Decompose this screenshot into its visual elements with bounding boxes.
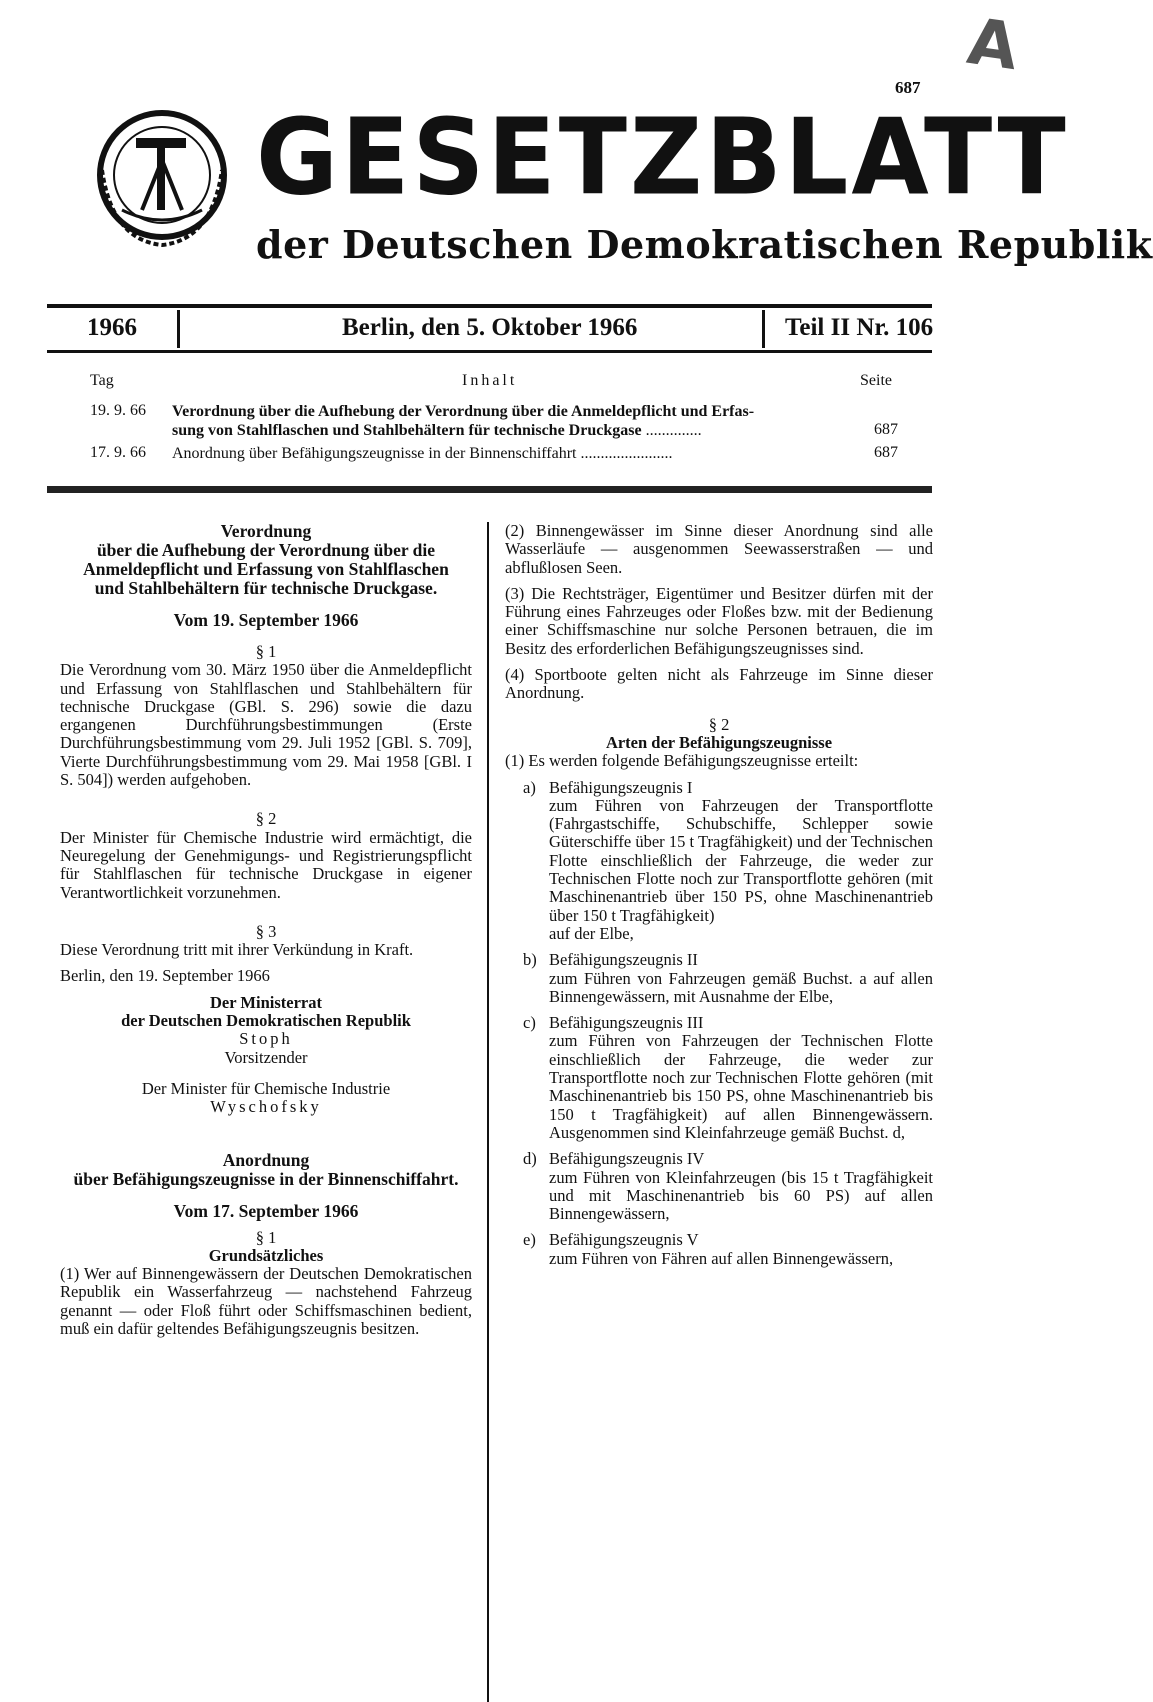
column-divider	[487, 522, 489, 1702]
section-subheading: Arten der Befähigungszeugnisse	[605, 732, 833, 752]
toc-date: 17. 9. 66	[90, 444, 146, 461]
signatory-name: Stoph	[239, 1029, 293, 1049]
issue-year: 1966	[87, 314, 137, 341]
list-item	[505, 1014, 933, 1142]
list-item	[505, 779, 933, 944]
paragraph: Die Verordnung vom 30. März 1950 über die Anmeldepflicht und Erfassung von Stahlflaschen und Stahlbehältern für technische Druckgase (GBl. S. 296) sowie die dazu ergangenen Durchführungsbestimmungen (Erste Durchführungsbestimmung vom 29. Juli 1952 [GBl. S. 709], Vierte Durchführungsbestimmung vom 29. Mai 1958 [GBl. I S. 504]) werden aufgehoben.	[60, 660, 472, 790]
section-heading: § 2	[255, 809, 277, 829]
toc-entry-title: Anordnung über Befähigungszeugnisse in der Binnenschiffahrt .......................	[172, 445, 673, 462]
item-letter: d)	[523, 1149, 537, 1169]
section-subheading: Grundsätzliches	[208, 1245, 324, 1265]
paragraph: (1) Wer auf Binnengewässern der Deutschen Demokratischen Republik ein Wasserfahrzeug — nachstehend Fahrzeug genannt — oder Floß führt oder Schiffsmaschinen bedient, muß ein dafür geltendes Befähigungszeugnis besitzen.	[60, 1264, 472, 1339]
ordinance-date: Vom 17. September 1966	[173, 1200, 359, 1221]
section-rule	[47, 486, 932, 493]
corner-letter-mark: A	[963, 4, 1023, 86]
item-text: zum Führen von Fahrzeugen der Transportflotte (Fahrgastschiffe, Schubschiffe, Schlepper sowie Güterschiffe über 15 t Tragfähigkeit) und der Technischen Flotte einschließlich der Fahrzeuge, die weder zur Technischen Flotte noch zur Transportflotte gehören (mit Maschinenantrieb über 150 PS, ohne Maschinenantrieb über 150 t Tragfähigkeit)	[549, 795, 933, 925]
paragraph: Der Minister für Chemische Industrie wird ermächtigt, die Neuregelung der Genehmigungs- und Registrierungspflicht für Stahlflaschen für technische Druckgase in eigener Verantwortlichkeit vorzunehmen.	[60, 827, 472, 902]
item-title: Befähigungszeugnis IV	[549, 1149, 705, 1169]
bottom-rule	[47, 350, 932, 353]
item-text: zum Führen von Fähren auf allen Binnengewässern,	[549, 1248, 894, 1268]
item-title: Befähigungszeugnis I	[549, 777, 693, 797]
toc-page: 687	[874, 421, 898, 438]
signatory-name: Wyschofsky	[210, 1097, 322, 1117]
toc-entry-line: sung von Stahlflaschen und Stahlbehältern für technische Druckgase ..............	[172, 422, 702, 439]
item-letter: b)	[523, 950, 537, 970]
toc-entry-line: Verordnung über die Aufhebung der Verordnung über die Anmeldepflicht und Erfas-	[172, 403, 755, 420]
item-title: Befähigungszeugnis II	[549, 950, 698, 970]
signatory-role: Vorsitzender	[224, 1047, 308, 1067]
toc-entry-title	[172, 402, 832, 440]
issue-bar	[47, 310, 932, 350]
toc-page-header: Seite	[860, 372, 892, 389]
toc-title-header: Inhalt	[462, 372, 518, 389]
section-heading: § 2	[708, 714, 730, 734]
place-date: Berlin, den 19. September 1966	[60, 966, 270, 986]
issue-divider	[177, 310, 180, 348]
right-column	[505, 522, 933, 1268]
top-rule	[47, 304, 932, 308]
masthead-title: GESETZBLATT	[256, 96, 1069, 219]
paragraph: (2) Binnengewässer im Sinne dieser Anordnung sind alle Wasserläufe — ausgenommen Seewasserstraßen — und abflußlosen Seen.	[505, 521, 933, 577]
toc-day-header: Tag	[90, 372, 114, 389]
signatory-role: Der Minister für Chemische Industrie	[141, 1078, 391, 1098]
item-letter: e)	[523, 1230, 536, 1250]
list-item	[505, 1150, 933, 1223]
issue-part: Teil II Nr. 106	[785, 314, 934, 341]
issue-divider	[762, 310, 765, 348]
item-tail: auf der Elbe,	[549, 923, 634, 943]
item-text: zum Führen von Fahrzeugen der Technischen Flotte einschließlich der Fahrzeuge, die weder zur Transportflotte noch zur Technischen Flotte gehören (mit Maschinenantrieb bis 150 PS, ohne Maschinenantrieb bis 150 t Tragfähigkeit) auf allen Binnengewässern. Ausgenommen sind Kleinfahrzeuge gemäß Buchst. d,	[549, 1031, 933, 1142]
regulation-date: Vom 19. September 1966	[173, 610, 359, 630]
item-text: zum Führen von Kleinfahrzeugen (bis 15 t Tragfähigkeit und mit Maschinenantrieb bis 60 PS) auf allen Binnengewässern,	[549, 1167, 933, 1224]
list-item	[505, 1231, 933, 1268]
issue-place-date: Berlin, den 5. Oktober 1966	[342, 314, 638, 341]
regulation-title: Verordnung über die Aufhebung der Verordnung über die Anmeldepflicht und Erfassung von Stahlflaschen und Stahlbehältern für technische Druckgase.	[83, 521, 449, 598]
item-title: Befähigungszeugnis V	[549, 1230, 699, 1250]
toc-page: 687	[874, 444, 898, 461]
paragraph: (4) Sportboote gelten nicht als Fahrzeuge im Sinne dieser Anordnung.	[505, 665, 933, 703]
section-heading: § 1	[255, 1227, 277, 1247]
masthead-subtitle: der Deutschen Demokratischen Republik	[256, 222, 1153, 267]
paragraph: (3) Die Rechtsträger, Eigentümer und Besitzer dürfen mit der Führung eines Fahrzeuges oder Floßes bzw. mit der Bedienung einer Schiffsmaschine nur solche Personen betrauen, die im Besitz des erforderlichen Befähigungszeugnisses sind.	[505, 583, 933, 658]
page-number: 687	[895, 78, 921, 97]
section-heading: § 1	[255, 642, 277, 661]
list-item	[505, 951, 933, 1006]
item-letter: a)	[523, 777, 536, 797]
left-column	[60, 522, 472, 1338]
paragraph: Diese Verordnung tritt mit ihrer Verkündung in Kraft.	[60, 940, 414, 960]
ordinance-title: Anordnung über Befähigungszeugnisse in der Binnenschiffahrt.	[73, 1149, 459, 1189]
paragraph: (1) Es werden folgende Befähigungszeugnisse erteilt:	[505, 751, 859, 771]
item-letter: c)	[523, 1013, 536, 1033]
item-title: Befähigungszeugnis III	[549, 1013, 704, 1033]
toc-date: 19. 9. 66	[90, 402, 146, 419]
item-text: zum Führen von Fahrzeugen gemäß Buchst. a auf allen Binnengewässern, mit Ausnahme der Elbe,	[549, 968, 933, 1006]
signatory-body: Der Ministerrat der Deutschen Demokratischen Republik	[121, 992, 411, 1031]
state-emblem-icon	[92, 100, 232, 270]
section-heading: § 3	[255, 921, 277, 941]
